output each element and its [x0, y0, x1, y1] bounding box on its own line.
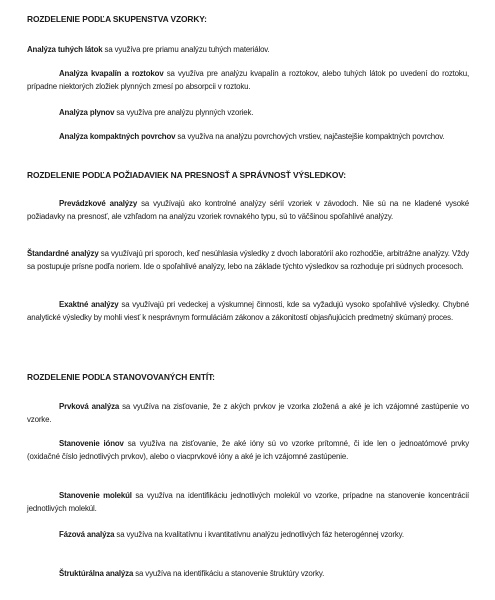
term: Analýza kvapalín a roztokov	[59, 69, 164, 78]
term: Exaktné analýzy	[59, 300, 119, 309]
paragraph-exact-analyses	[27, 298, 469, 324]
paragraph-solid-analysis	[27, 43, 270, 56]
paragraph-operational-analyses	[27, 197, 469, 223]
paragraph-text: sa využívajú pri vedeckej a výskumnej činnosti, kde sa vyžadujú vysoko spoľahlivé výsledky. Chybné analytické výsledky by mohli viesť k nesprávnym formuláciám zákonov a zákonitostí objasňujúcich predmetný skúmaný proces.	[27, 300, 470, 322]
section-heading-accuracy: ROZDELENIE PODĽA POŽIADAVIEK NA PRESNOSŤ A SPRÁVNOSŤ VÝSLEDKOV:	[27, 170, 346, 180]
paragraph-text: sa využíva na identifikáciu jednotlivých molekúl vo vzorke, prípadne na stanovenie koncentrácií jednotlivých molekúl.	[27, 491, 470, 513]
paragraph-text: sa využíva na kvalitatívnu i kvantitatívnu analýzu jednotlivých fáz heterogénnej vzorky.	[114, 530, 404, 539]
term: Analýza plynov	[59, 108, 115, 117]
paragraph-text: sa využíva pre priamu analýzu tuhých materiálov.	[102, 45, 270, 54]
term: Štruktúrálna analýza	[59, 569, 134, 578]
section-heading-state: ROZDELENIE PODĽA SKUPENSTVA VZORKY:	[27, 14, 207, 24]
term: Analýza tuhých látok	[27, 45, 103, 54]
paragraph-element-analysis	[27, 400, 469, 426]
term: Stanovenie molekúl	[59, 491, 132, 500]
paragraph-liquid-analysis	[27, 67, 469, 93]
paragraph-text: sa využíva na identifikáciu a stanovenie štruktúry vzorky.	[133, 569, 325, 578]
paragraph-text: sa využívajú ako kontrolné analýzy sérií vzoriek v závodoch. Nie sú na ne kladené vysoké požiadavky na presnosť, ale vzhľadom na analýzu vzoriek rovnakého typu, sú to väčšinou spoľahlivé analýzy.	[27, 199, 469, 221]
paragraph-standard-analyses	[27, 247, 469, 273]
paragraph-text: sa využíva pre analýzu kvapalín a roztokov, alebo tuhých látok po uvedení do roztoku, prípadne niektorých zložiek plynných zmesí po absorpcii v roztoku.	[27, 69, 470, 91]
paragraph-text: sa využíva pre analýzu plynných vzoriek.	[114, 108, 254, 117]
paragraph-gas-analysis	[59, 106, 253, 119]
paragraph-text: sa využíva na zisťovanie, že z akých prvkov je vzorka zložená a aké je ich vzájomné zastúpenie vo vzorke.	[27, 402, 469, 424]
term: Fázová analýza	[59, 530, 115, 539]
term: Prvková analýza	[59, 402, 120, 411]
paragraph-ion-determination	[27, 437, 469, 463]
paragraph-surface-analysis	[27, 130, 469, 143]
term: Analýza kompaktných povrchov	[59, 132, 176, 141]
term: Štandardné analýzy	[27, 249, 99, 258]
section-heading-entities: ROZDELENIE PODĽA STANOVOVANÝCH ENTÍT:	[27, 372, 215, 382]
paragraph-molecule-determination	[27, 489, 469, 515]
paragraph-text: sa využíva na zisťovanie, že aké ióny sú vo vzorke prítomné, či ide len o jednoatómové prvky (oxidačné číslo jednotlivých prvkov), alebo o viacprvkové ióny a aké je ich vzájomné zastúpenie.	[27, 439, 469, 461]
paragraph-structural-analysis	[59, 567, 324, 580]
term: Prevádzkové analýzy	[59, 199, 138, 208]
paragraph-text: sa využíva na analýzu povrchových vrstiev, najčastejšie kompaktných povrchov.	[175, 132, 445, 141]
term: Stanovenie iónov	[59, 439, 124, 448]
paragraph-text: sa využívajú pri sporoch, keď nesúhlasia výsledky z dvoch laboratórií ako rozhodčie, arbitrážne analýzy. Vždy sa postupuje prísne podľa noriem. Ide o spoľahlivé analýzy, lebo na základe týchto výsledkov sa rozhoduje pri súdnych procesoch.	[27, 249, 469, 271]
paragraph-phase-analysis	[27, 528, 469, 541]
